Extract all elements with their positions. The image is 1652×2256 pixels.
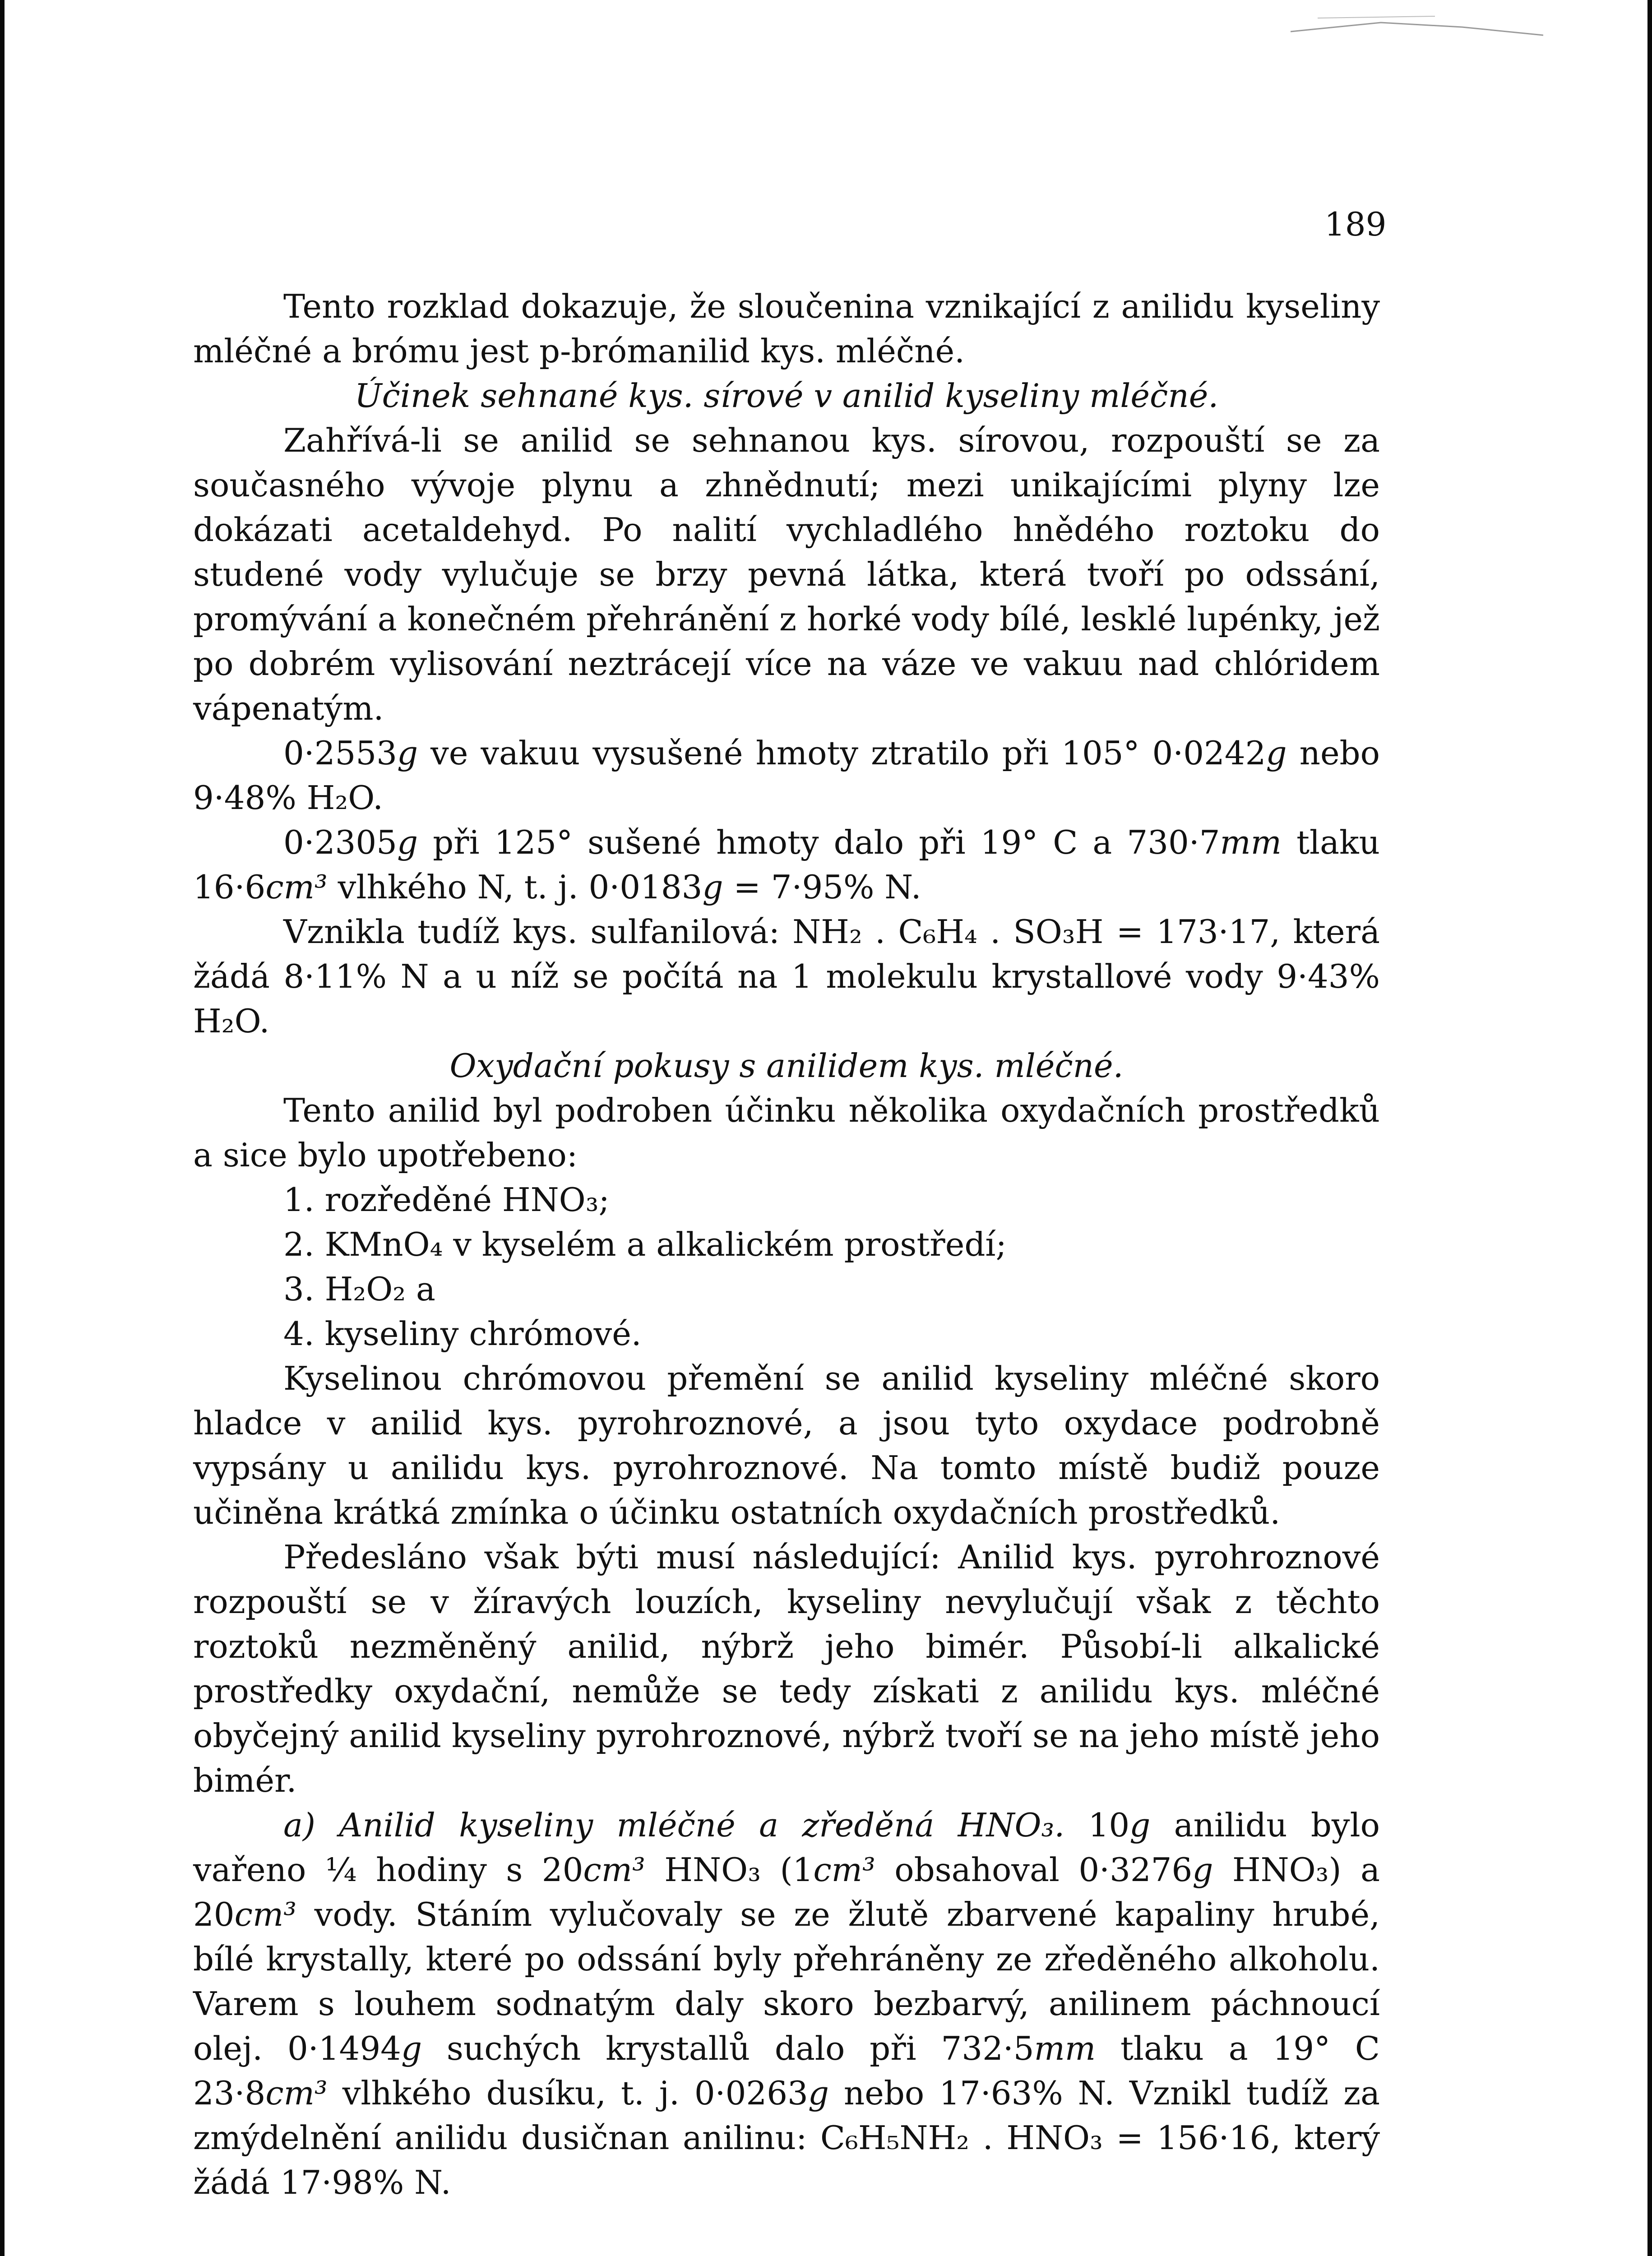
paragraph-7: Kyselinou chrómovou přemění se anilid kyseliny mléčné skoro hladce v anilid kys. pyrohroznové, a jsou tyto oxydace podrobně vypsány u anilidu kys. pyrohroznové. Na tomto místě budiž pouze učiněna krátká zmínka o účinku ostatních oxydačních prostředků.: [193, 1359, 1380, 1531]
list-item-1: 1. rozředěné HNO₃;: [283, 1181, 610, 1219]
paragraph-6: Tento anilid byl podroben účinku několika oxydačních prostředků a sice bylo upotřebeno:: [193, 1091, 1380, 1174]
page-body: [193, 199, 1380, 2205]
scan-border-right: [1647, 0, 1652, 2256]
paragraph-1: Tento rozklad dokazuje, že sloučenina vznikající z anilidu kyseliny mléčné a brómu jest p-brómanilid kys. mléčné.: [193, 287, 1380, 370]
paragraph-5: Vznikla tudíž kys. sulfanilová: NH₂ . C₆H₄ . SO₃H = 173·17, která žádá 8·11% N a u níž se počítá na 1 molekulu krystallové vody 9·43% H₂O.: [193, 913, 1380, 1040]
scan-border-left: [0, 0, 5, 2256]
scan-scratch-mark: [1291, 14, 1543, 45]
paragraph-3: 0·2553g ve vakuu vysušené hmoty ztratilo při 105° 0·0242g nebo 9·48% H₂O.: [193, 734, 1380, 817]
section-heading-sulfuric-acid: Účinek sehnané kys. sírové v anilid kyseliny mléčné.: [354, 377, 1219, 415]
paragraph-2: Zahřívá-li se anilid se sehnanou kys. sírovou, rozpouští se za současného vývoje plynu a zhnědnutí; mezi unikajícími plyny lze dokázati acetaldehyd. Po nalití vychladlého hnědého roztoku do studené vody vylučuje se brzy pevná látka, která tvoří po odssání, promývání a konečném přehránění z horké vody bílé, lesklé lupénky, jež po dobrém vylisování neztrácejí více na váze ve vakuu nad chlóridem vápenatým.: [193, 421, 1380, 727]
list-item-3: 3. H₂O₂ a: [283, 1270, 435, 1308]
section-heading-oxidation: Oxydační pokusy s anilidem kys. mléčné.: [449, 1047, 1124, 1085]
paragraph-4: 0·2305g při 125° sušené hmoty dalo při 19° C a 730·7mm tlaku 16·6cm³ vlhkého N, t. j. 0·0183g = 7·95% N.: [193, 823, 1380, 906]
list-item-2: 2. KMnO₄ v kyselém a alkalickém prostředí;: [283, 1225, 1007, 1263]
list-item-4: 4. kyseliny chrómové.: [283, 1315, 642, 1353]
page-number: 189: [1324, 205, 1387, 243]
paragraph-9: a) Anilid kyseliny mléčné a zředěná HNO₃. 10g anilidu bylo vařeno ¼ hodiny s 20cm³ HNO₃ (1cm³ obsahoval 0·3276g HNO₃) a 20cm³ vody. Stáním vylučovaly se ze žlutě zbarvené kapaliny hrubé, bílé krystally, které po odssání byly přehráněny ze zředěného alkoholu. Varem s louhem sodnatým daly skoro bezbarvý, anilinem páchnoucí olej. 0·1494g suchých krystallů dalo při 732·5mm tlaku a 19° C 23·8cm³ vlhkého dusíku, t. j. 0·0263g nebo 17·63% N. Vznikl tudíž za zmýdelnění anilidu dusičnan anilinu: C₆H₅NH₂ . HNO₃ = 156·16, který žádá 17·98% N.: [193, 1806, 1380, 2201]
paragraph-8: Předesláno však býti musí následující: Anilid kys. pyrohroznové rozpouští se v žíravých louzích, kyseliny nevylučují však z těchto roztoků nezměněný anilid, nýbrž jeho bimér. Působí-li alkalické prostředky oxydační, nemůže se tedy získati z anilidu kys. mléčné obyčejný anilid kyseliny pyrohroznové, nýbrž tvoří se na jeho místě jeho bimér.: [193, 1538, 1380, 1799]
subsection-heading-nitric-acid: a) Anilid kyseliny mléčné a zředěná HNO₃.: [283, 1806, 1065, 1844]
